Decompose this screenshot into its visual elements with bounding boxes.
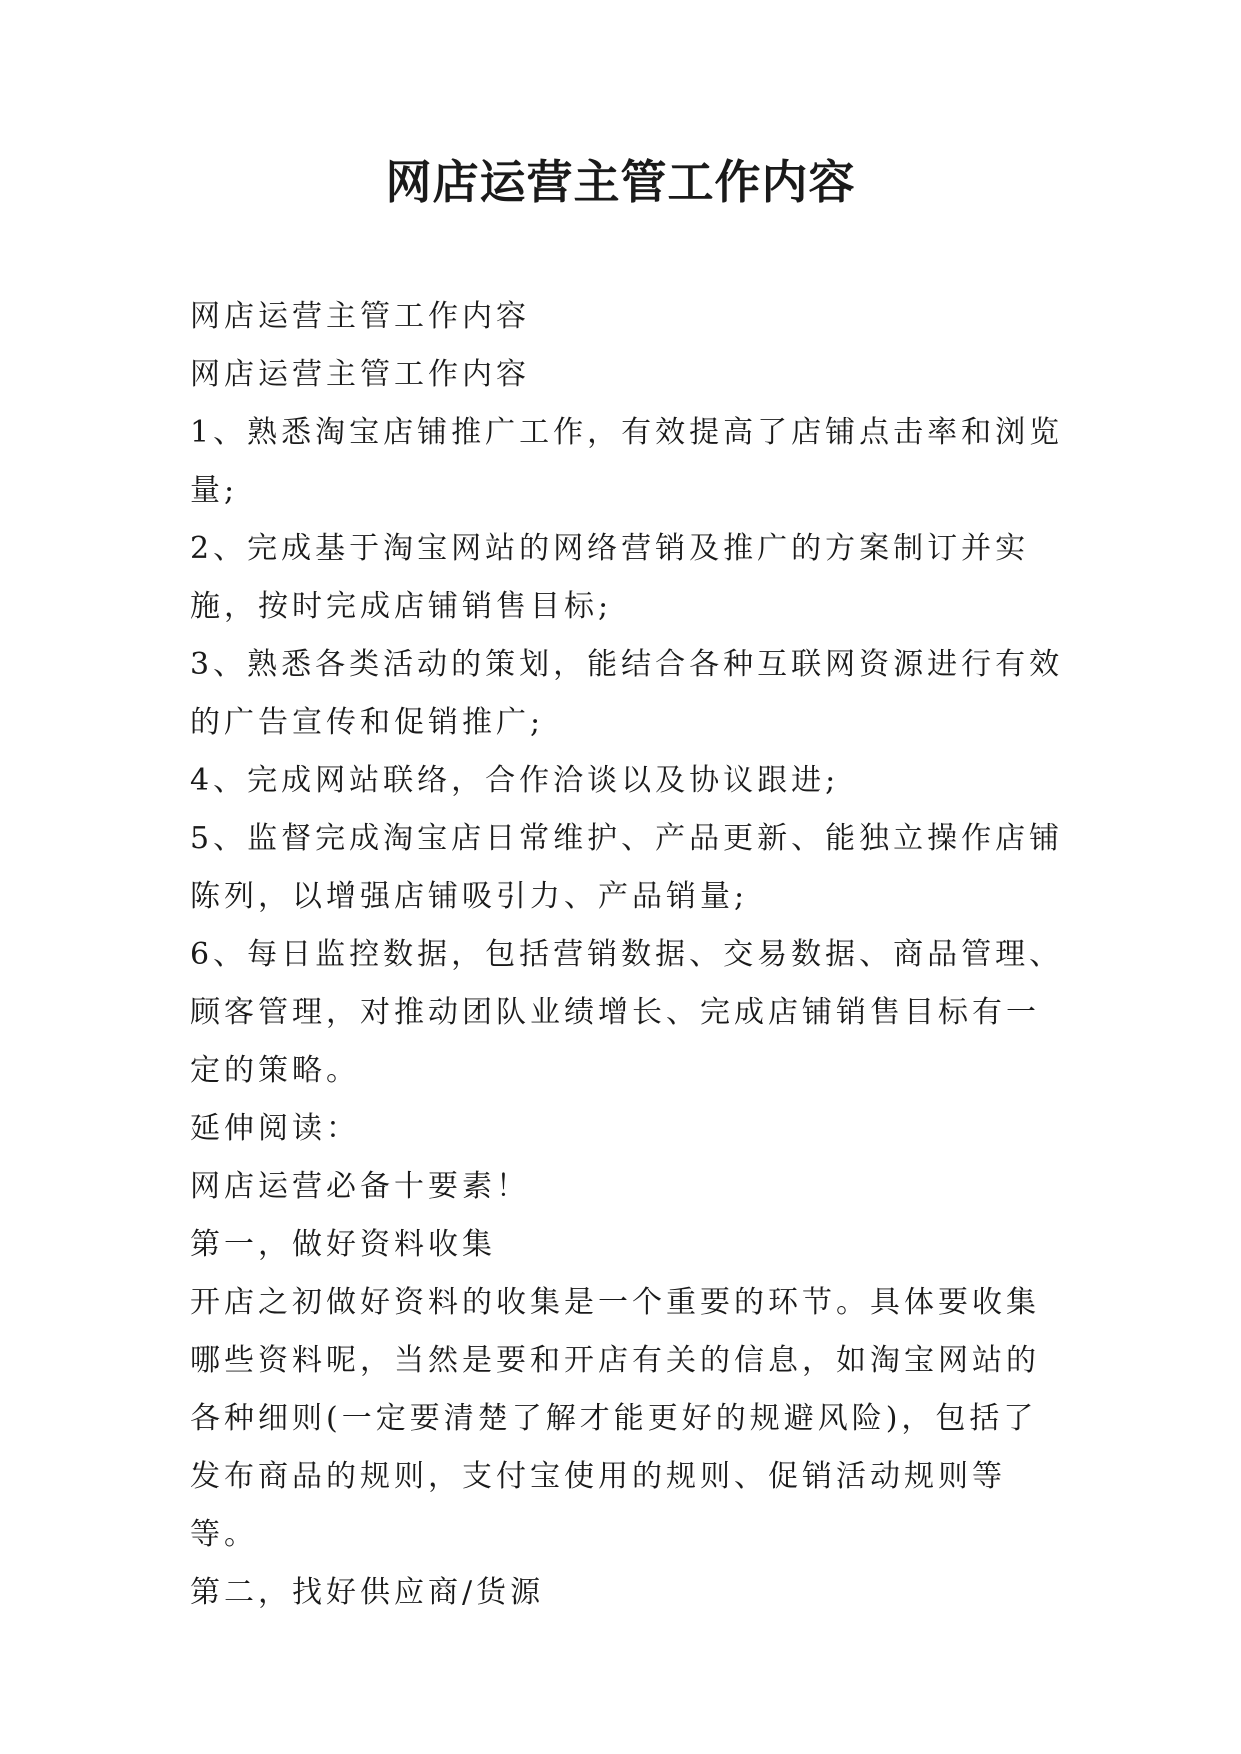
section-heading-ten-elements: 网店运营必备十要素！ xyxy=(190,1169,530,1204)
document-title: 网店运营主管工作内容 xyxy=(385,155,856,209)
section-heading-first: 第一，做好资料收集 xyxy=(190,1227,496,1262)
paragraph-item-2: 2、完成基于淘宝网站的网络营销及推广的方案制订并实施，按时完成店铺销售目标; xyxy=(190,531,1030,624)
paragraph-item-4: 4、完成网站联络，合作洽谈以及协议跟进; xyxy=(190,763,840,798)
document-body xyxy=(190,288,1070,1622)
paragraph-heading-repeat-2: 网店运营主管工作内容 xyxy=(190,357,530,392)
paragraph-first-detail: 开店之初做好资料的收集是一个重要的环节。具体要收集哪些资料呢，当然是要和开店有关的信息，如淘宝网站的各种细则(一定要清楚了解才能更好的规避风险)，包括了发布商品的规则，支付宝使用的规则、促销活动规则等等。 xyxy=(190,1285,1040,1552)
extended-reading-label: 延伸阅读： xyxy=(190,1111,360,1146)
section-heading-second: 第二，找好供应商/货源 xyxy=(190,1575,545,1610)
paragraph-item-3: 3、熟悉各类活动的策划，能结合各种互联网资源进行有效的广告宣传和促销推广; xyxy=(190,647,1064,740)
paragraph-item-6: 6、每日监控数据，包括营销数据、交易数据、商品管理、顾客管理，对推动团队业绩增长、完成店铺销售目标有一定的策略。 xyxy=(190,937,1064,1088)
paragraph-heading-repeat-1: 网店运营主管工作内容 xyxy=(190,299,530,334)
paragraph-item-1: 1、熟悉淘宝店铺推广工作，有效提高了店铺点击率和浏览量; xyxy=(190,415,1064,508)
paragraph-item-5: 5、监督完成淘宝店日常维护、产品更新、能独立操作店铺陈列，以增强店铺吸引力、产品销量; xyxy=(190,821,1064,914)
